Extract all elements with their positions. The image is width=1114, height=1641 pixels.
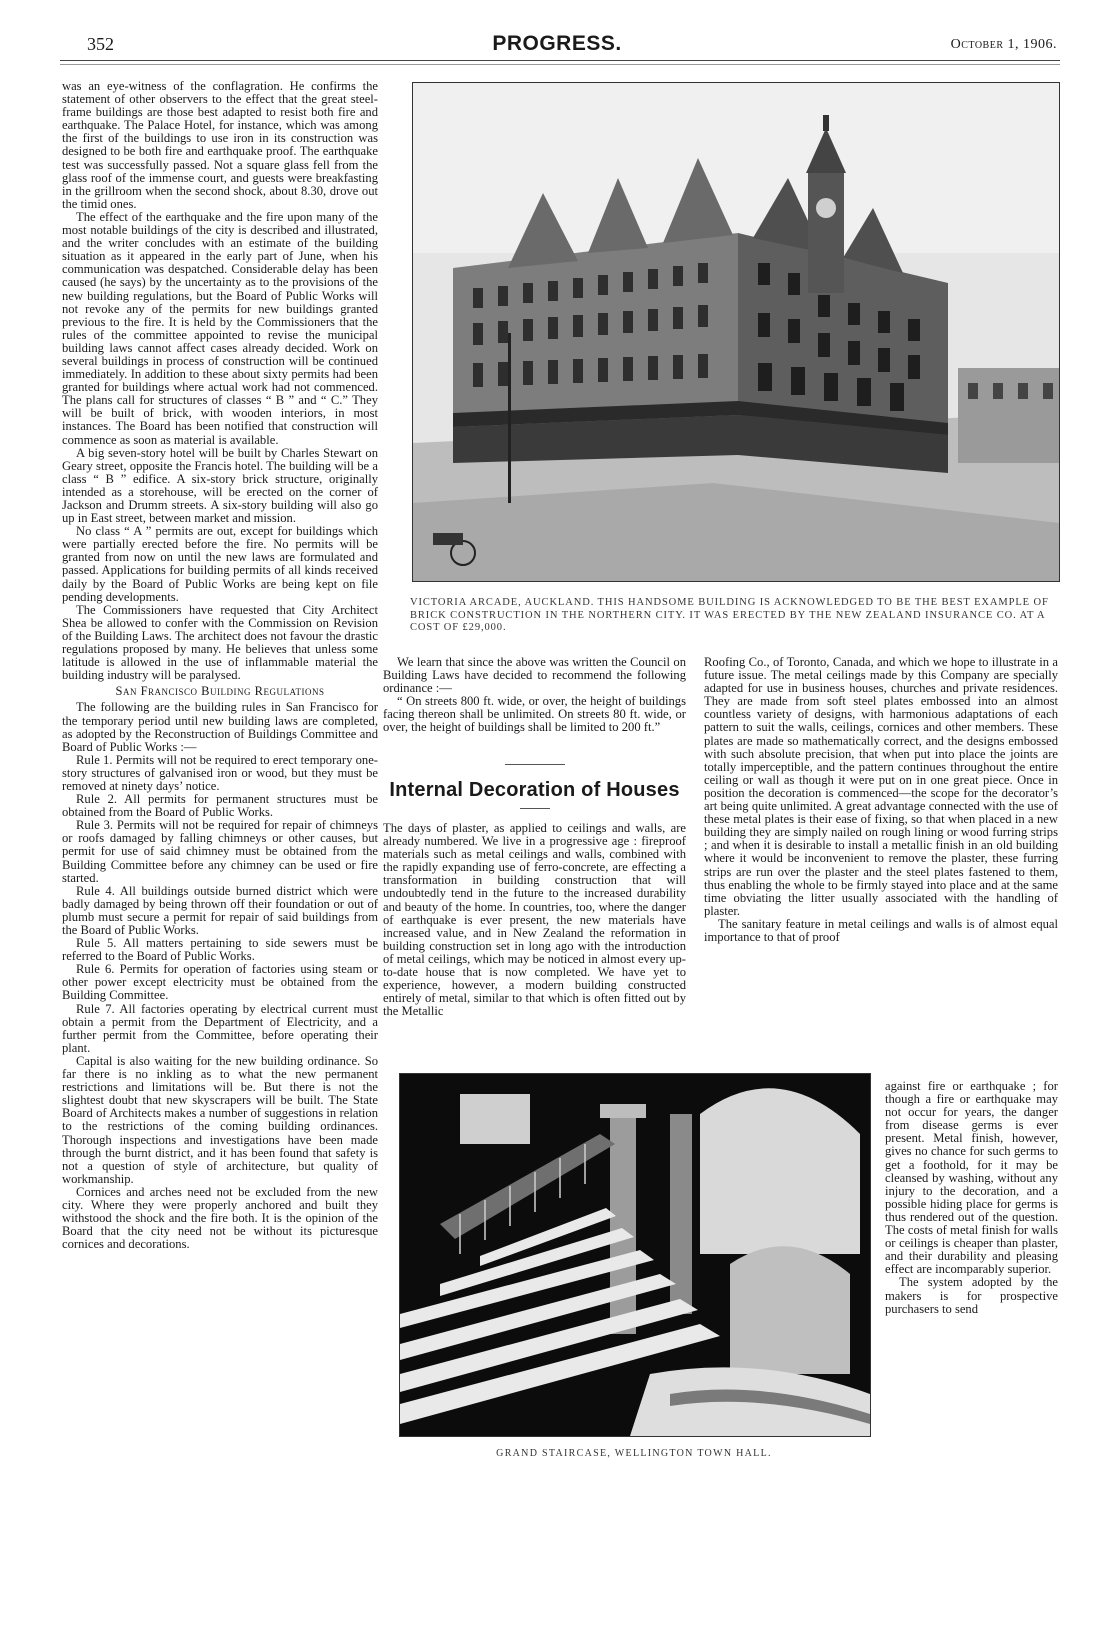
grand-staircase-photo: [399, 1073, 871, 1437]
middle-column: [383, 656, 686, 735]
rule-paragraph: Rule 5. All matters pertaining to side sewers must be referred to the Board of Public Works.: [62, 936, 378, 964]
section-divider: [505, 764, 565, 765]
title-underline: [520, 808, 550, 809]
middle-paragraph: We learn that since the above was written the Council on Building Laws have decided to recommend the following ordinance :—: [383, 655, 686, 696]
victoria-arcade-caption: VICTORIA ARCADE, AUCKLAND. THIS HANDSOME BUILDING IS ACKNOWLEDGED TO BE THE BEST EXAMPLE OF BRICK CONSTRUCTION IN THE NORTHERN CITY. IT WAS ERECTED BY THE NEW ZEALAND INSURANCE CO. AT A COST OF £29,000.: [410, 597, 1049, 633]
page-number: 352: [87, 34, 114, 54]
narrow-paragraph: The system adopted by the makers is for prospective purchasers to send: [885, 1275, 1058, 1316]
left-paragraph: Capital is also waiting for the new building ordinance. So far there is no inkling as to what the new permanent restrictions and limitations will be. But there is not the slightest doubt that new skyscrapers will be built. The State Board of Architects makes a number of suggestions in relation to the restrictions of the coming building ordinances. Thorough inspections and investigations have been made through the burnt district, and it has been found that safety is not a question of style of architecture, but quality of workmanship.: [62, 1053, 378, 1186]
section-subheading: San Francisco Building Regulations: [115, 684, 325, 699]
left-column: [62, 80, 378, 1251]
left-paragraph: was an eye-witness of the conflagration. He confirms the statement of other observers to the effect that the great steel-frame buildings are those best adapted to resist both fire and earthquake. The Palace Hotel, for instance, which was among the first of the buildings to use iron in its construction was designed to be both fire and earthquake proof. The earthquake test was successfully passed. Not a square glass fell from the glass roof of the immense court, and guests were breakfasting in the grillroom when the second shock, about 8.30, drove out the timid ones.: [62, 79, 378, 211]
left-paragraph: The Commissioners have requested that City Architect Shea be allowed to confer with the Commission on Revision of the Building Laws. The architect does not favour the drastic regulations proposed by many. He believes that unless some latitude is allowed in the use of inflammable material the building industry will be paralysed.: [62, 602, 378, 683]
issue-date: October 1, 1906.: [950, 37, 1057, 52]
left-paragraph: The following are the building rules in San Francisco for the temporary period until new building laws are completed, as adopted by the Reconstruction of Buildings Committee and Board of Public Works :—: [62, 700, 378, 754]
rule-paragraph: Rule 6. Permits for operation of factories using steam or other power except electricity must be obtained from the Building Committee.: [62, 962, 378, 1003]
ordinance-quote: “ On streets 800 ft. wide, or over, the height of buildings facing thereon shall be unlimited. On streets 80 ft. wide, or over, the height of buildings shall be limited to 200 ft.”: [383, 694, 686, 735]
rule-paragraph: Rule 3. Permits will not be required for repair of chimneys or roofs damaged by falling chimneys or other causes, but permit for use of said chimney must be obtained from the Building Committee before any chimney can be used or fire started.: [62, 818, 378, 885]
rule-paragraph: Rule 4. All buildings outside burned district which were badly damaged by being thrown off their foundation or out of plumb must secure a permit for repair of said buildings from the Board of Public Works.: [62, 883, 378, 937]
article-body: [383, 822, 686, 1018]
staircase-illustration: [400, 1074, 870, 1436]
right-column: [704, 656, 1058, 944]
article-paragraph: The days of plaster, as applied to ceilings and walls, are already numbered. We live in a progressive age : fireproof materials such as metal ceilings and walls, combined with the rapidly expanding use of ferro-concrete, are effecting a transformation in building construction that will undoubtedly tend in the future to the increased durability and beauty of the home. In countries, too, where the danger of earthquake is ever present, the new materials have increased value, and in New Zealand the reformation in building construction set in long ago with the introduction of metal ceilings, which may be noticed in almost every up-to-date house that is now completed. We have yet to experience, however, a modern building constructed entirely of metal, similar to that which is often fitted out by the Metallic: [383, 821, 686, 1019]
narrow-paragraph: against fire or earthquake ; for though a fire or earthquake may not occur for years, the danger from disease germs is ever present. Metal finish, however, gives no chance for such germs to get a foothold, for it may be cleansed by washing, without any injury to the decoration, and a possible hiding place for germs is thus rendered out of the question. The costs of metal finish for walls or ceilings is cheaper than plaster, and their durability and pleasing effect are incomparably superior.: [885, 1079, 1058, 1277]
left-paragraph: No class “ A ” permits are out, except for buildings which were partially erected before the fire. No permits will be granted from now on until the new laws are formulated and passed. Applications for building permits of all kinds received daily by the Board of Public Works are being kept on file pending developments.: [62, 524, 378, 604]
header-rule-secondary: [60, 64, 1060, 65]
article-title: Internal Decoration of Houses: [389, 779, 680, 801]
right-paragraph: The sanitary feature in metal ceilings and walls is of almost equal importance to that of proof: [704, 916, 1058, 944]
building-illustration: [413, 83, 1059, 581]
left-paragraph: Cornices and arches need not be excluded from the new city. Where they were properly anchored and built they withstood the shock and the fire both. It is the opinion of the Board that the city need not be without its picturesque cornices and decorations.: [62, 1184, 378, 1252]
staircase-caption: GRAND STAIRCASE, WELLINGTON TOWN HALL.: [496, 1448, 772, 1459]
left-paragraph: The effect of the earthquake and the fire upon many of the most notable buildings of the city is described and illustrated, and the writer concludes with an estimate of the building situation as it appeared in the early part of June, when his communication was despatched. Considerable delay has been caused (he says) by the uncertainty as to the provisions of the new building regulations, but the Board of Public Works will not revoke any of the permits for new buildings granted previous to the fire. It is held by the Commissioners that the rules of the committee appointed to revise the municipal building laws cannot affect cases already decided. Work on several buildings in process of construction will be continued immediately. In addition to these about sixty permits had been granted for buildings where actual work had not commenced. The plans call for structures of classes “ B ” and “ C.” They will be built of brick, with wooden interiors, in most instances. The Board has been notified that construction will commence as soon as material is available.: [62, 209, 378, 447]
victoria-arcade-photo: [412, 82, 1060, 582]
rule-paragraph: Rule 7. All factories operating by electrical current must obtain a permit from the Department of Electricity, and a further permit from the Committee, before operating their plant.: [62, 1001, 378, 1055]
header-rule: [60, 60, 1060, 61]
right-narrow-column: [885, 1080, 1058, 1316]
publication-title: PROGRESS.: [492, 32, 622, 55]
left-paragraph: A big seven-story hotel will be built by Charles Stewart on Geary street, opposite the Francis hotel. The building will be a class “ B ” edifice. A six-story brick structure, originally intended as a storehouse, will be erected on the corner of Jackson and Drumm streets. A six-story building will also go up in East street, between market and mission.: [62, 445, 378, 526]
rule-paragraph: Rule 2. All permits for permanent structures must be obtained from the Board of Public Works.: [62, 792, 378, 820]
right-paragraph: Roofing Co., of Toronto, Canada, and which we hope to illustrate in a future issue. The metal ceilings made by this Company are specially adapted for use in business houses, churches and private residences. They are made from soft steel plates embossed into an almost countless variety of designs, with harmonious adaptations of each pattern to suit the walls, ceilings, cornices and other members. These plates are made so mathematically correct, and the designs embossed with such absolute precision, that when put into place the joints are totally imperceptible, and the pattern continues throughout the entire ceiling or wall as though it were put on in one great piece. Once in position the decoration is commenced—the scope for the decorator’s art being quite unlimited. A great advantage connected with the use of these metal plates is their ease of fixing, so that when placed in a new building they are simply nailed on rough lining or wood furring strips ; and when it is desirable to install a metallic finish in an old building where it would be inconvenient to remove the plaster, these furring strips are run over the plaster and the steel plates fastened to them, thus enabling the whole to be firmly stayed into place and at the same time obviating the litter usually associated with the handling of plaster.: [704, 655, 1058, 918]
rule-paragraph: Rule 1. Permits will not be required to erect temporary one-story structures of galvanised iron or wood, but they must be removed at ninety days’ notice.: [62, 752, 378, 793]
